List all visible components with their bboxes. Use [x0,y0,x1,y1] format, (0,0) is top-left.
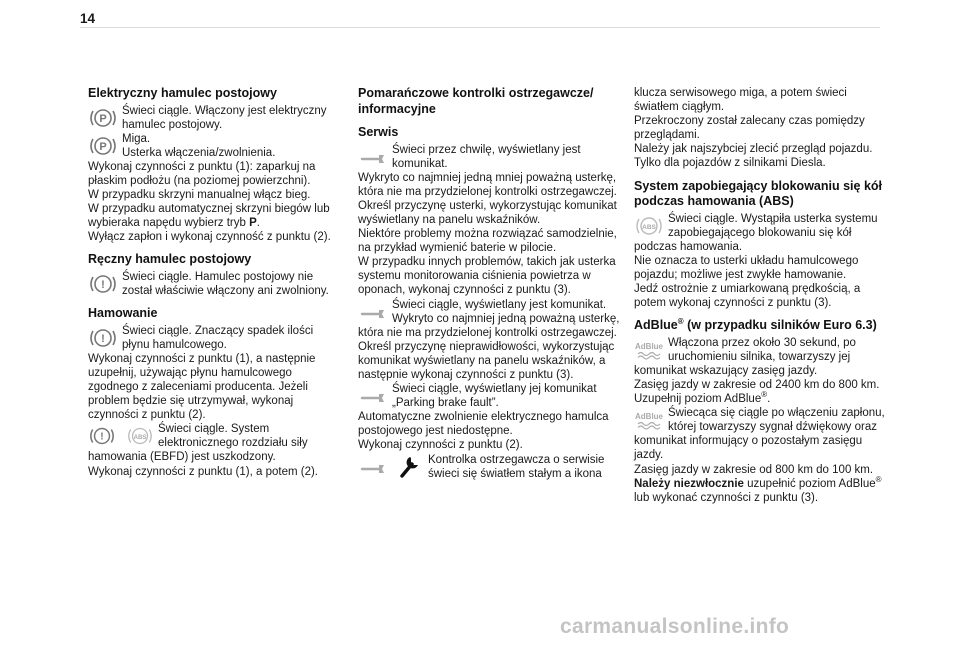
indicator-text: Świeci przez chwilę, wyświetlany jest komunikat. [392,143,581,170]
service-wrench-icon [358,143,388,171]
abs-icon [634,212,664,240]
paragraph: Wykonaj czynności z punktu (1): zaparkuj na płaskim podłożu (na poziomej powierzchni). [88,160,316,187]
text: W przypadku automatycznej skrzyni biegów lub wybieraka napędu wybierz tryb [88,203,330,230]
svg-text:AdBlue: AdBlue [635,412,663,422]
section-title: System zapobiegający blokowaniu się kół podczas hamowania (ABS) [634,178,882,209]
indicator-line [634,406,886,462]
text: lub wykonać czynności z punktu (3). [634,491,819,504]
paragraph: Należy jak najszybciej zlecić przegląd pojazdu. [634,143,873,156]
paragraph: Nie oznacza to usterki układu hamulcowego pojazdu; możliwe jest zwykłe hamowanie. [634,254,859,281]
adblue-icon [634,406,664,434]
text: uzupełnić poziom AdBlue [743,477,876,490]
electric-parking-brake-icon [88,132,118,160]
paragraph [634,392,886,406]
section-title: Serwis [358,125,399,139]
brake-warning-icon [88,270,118,298]
paragraph [634,474,886,505]
paragraph: Zasięg jazdy w zakresie od 2400 km do 800 km. [634,379,880,391]
indicator-description: Znaczący spadek ilości płynu hamulcowego. [122,324,314,351]
paragraph: Wykonaj czynności z punktu (1), a potem (2). [88,465,318,478]
brake-and-abs-icons [88,422,154,450]
indicator-line [358,453,620,481]
indicator-description: System elektronicznego rozdziału siły hamowania (EBFD) jest uszkodzony. [88,423,308,464]
paragraph: Jedź ostrożnie z umiarkowaną prędkością, a potem wykonaj czynności z punktu (3). [634,283,861,310]
section-abs [634,179,886,311]
indicator-line [358,143,620,171]
brake-warning-icon [88,324,118,352]
indicator-text: Świeci ciągle, wyświetlany jest komunikat. Wykryto co najmniej jedną poważną [392,298,607,325]
section-braking [88,306,343,479]
indicator-text: Kontrolka ostrzegawcza o serwisie świeci się światłem stałym a ikona [428,453,605,480]
paragraph: Wyłącz zapłon i wykonaj czynność z punktu (2). [88,231,331,244]
electric-parking-brake-icon [88,104,118,132]
indicator-line [88,104,343,132]
header-divider [80,27,880,28]
indicator-text: Świeci ciągle, wyświetlany jej komunikat „Parking brake fault”. [392,383,597,410]
paragraph: Określ przyczynę usterki, wykorzystując komunikat wyświetlany na panelu wskaźników. [358,199,617,226]
svg-text:!: ! [100,432,104,444]
section-adblue [634,318,886,505]
section-title [634,318,886,334]
indicator-line [88,132,343,160]
text: . [256,217,260,230]
paragraph: klucza serwisowego miga, a potem świeci światłem ciągłym. [634,87,847,114]
indicator-description: Usterka włączenia/zwolnienia. [122,146,276,159]
section-title: Elektryczny hamulec postojowy [88,86,277,100]
service-wrench-icon [358,298,388,326]
svg-text:ABS: ABS [642,223,656,231]
indicator-line [358,298,620,340]
paragraph [88,202,343,230]
svg-text:P: P [99,140,107,153]
indicator-text: Miga. [122,132,151,145]
svg-text:AdBlue: AdBlue [635,341,663,351]
column-title: Pomarańczowe kontrolki ostrzegawcze/ informacyjne [358,86,594,116]
indicator-description: Wystąpiła usterka systemu zapobiegającego blokowaniu się kół podczas hamowania. [634,212,878,253]
brake-warning-icon [88,423,116,449]
column-1 [88,86,343,479]
indicator-description: usterkę, która nie ma przydzielonej kontrolki ostrzegawczej. [358,312,620,339]
indicator-text: Świeci ciągle. [122,270,192,283]
paragraph: Wykonaj czynności z punktu (2). [358,439,523,452]
paragraph: Niektóre problemy można rozwiązać samodzielnie, na przykład wymienić baterie w pilocie. [358,228,617,255]
indicator-text: Świeci ciągle. [122,104,192,117]
service-wrench-icon [358,457,388,477]
paragraph: Określ przyczynę nieprawidłowości, wykorzystując komunikat wyświetlany na panelu wskaźników, a następnie wykonaj czynności z punktu (3). [358,340,615,381]
paragraph: W przypadku skrzyni manualnej włącz bieg. [88,189,311,202]
gear-mode-label: P [249,217,257,230]
indicator-text: Świeci ciągle. [158,423,228,436]
abs-icon [126,423,154,449]
indicator-description: komunikat wskazujący zasięg jazdy. [634,364,818,377]
indicator-line [634,336,886,378]
emphasis: Należy niezwłocznie [634,477,744,490]
indicator-description: dźwiękowy oraz komunikat informujący o pozostałym zasięgu jazdy. [634,421,877,462]
registered-mark: ® [761,390,768,400]
svg-text:ABS: ABS [133,435,147,442]
service-icons [358,453,424,481]
indicator-text: Świeci ciągle. [122,324,192,337]
column-3 [634,86,886,505]
paragraph: Przekroczony został zalecany czas pomiędzy przeglądami. [634,115,865,142]
page-number: 14 [80,11,96,26]
indicator-line [634,212,886,254]
text: AdBlue [634,318,678,333]
svg-text:!: ! [101,278,105,291]
section-service [358,125,620,481]
indicator-line [88,324,343,352]
section-manual-parking-brake [88,252,343,298]
paragraph: Automatyczne zwolnienie elektrycznego hamulca postojowego jest niedostępne. [358,411,609,438]
paragraph: W przypadku innych problemów, takich jak usterka systemu monitorowania ciśnienia powietrza w oponach, wykonaj czynności z punktu (3). [358,256,616,297]
indicator-line [88,422,343,464]
section-title: Ręczny hamulec postojowy [88,252,252,267]
service-wrench-icon [358,382,388,410]
section-title: Hamowanie [88,306,158,321]
svg-text:P: P [99,112,107,125]
paragraph: Wykryto co najmniej jedną mniej poważną usterkę, która nie ma przydzielonej kontrolki ostrzegawczej. [358,171,617,198]
text: Uzupełnij poziom AdBlue [634,393,762,406]
wrench-icon [398,454,420,480]
indicator-line [358,382,620,410]
watermark: carmanualsonline.info [560,615,790,638]
indicator-text: Świecąca się ciągle po włączeniu zapłonu, której towarzyszy sygnał [668,407,885,434]
section-electric-parking-brake [88,86,343,244]
registered-mark: ® [875,474,882,484]
paragraph: Tylko dla pojazdów z silnikami Diesla. [634,157,826,170]
indicator-line [88,270,343,298]
text: . [767,393,771,406]
svg-text:!: ! [101,332,105,345]
indicator-text: Włączona przez około 30 sekund, po uruchomieniu silnika, towarzyszy jej [668,336,856,363]
indicator-text: Świeci ciągle. [668,212,738,225]
indicator-description: Włączony jest elektryczny hamulec postojowy. [122,104,327,131]
paragraph: Wykonaj czynności z punktu (1), a następnie uzupełnij, używając płynu hamulcowego zgodnego z zaleceniami producenta. Jeżeli problem będzie się utrzymywał, wykonaj czynności z punktu (2). [88,352,316,422]
adblue-icon [634,336,664,364]
paragraph: Zasięg jazdy w zakresie od 800 km do 100 km. [634,463,874,476]
registered-mark: ® [677,317,684,327]
text: (w przypadku silników Euro 6.3) [683,318,877,333]
column-2 [358,86,620,481]
indicator-description: Hamulec postojowy nie został właściwie włączony ani zwolniony. [122,270,329,298]
